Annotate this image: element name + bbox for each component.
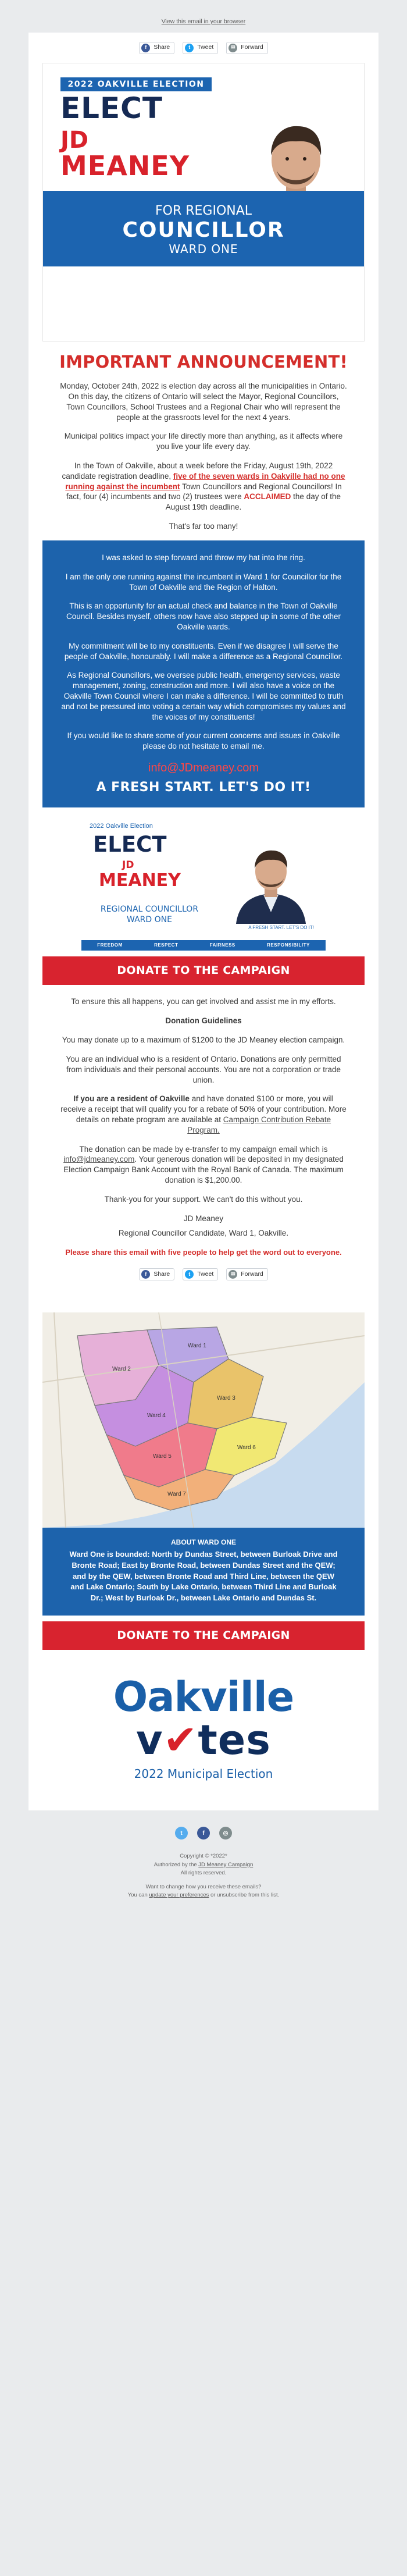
intro-paragraph-2: Municipal politics impact your life directly more than anything, as it affects where you live your life every day.: [64, 432, 343, 451]
twitter-icon[interactable]: t: [175, 1827, 188, 1840]
website-icon[interactable]: ◎: [219, 1827, 232, 1840]
view-in-browser-link[interactable]: View this email in your browser: [161, 18, 246, 25]
mini-campaign-banner: [81, 818, 326, 951]
message-paragraph-5: As Regional Councillors, we oversee public health, emergency services, waste management, zoning, construction and more. I will also have a voice on the Oakville Town Council where I can make a difference. I will be committed to truth and not be pressured into voting a certain way which compromises my values and the voices of my constituents!: [61, 671, 346, 721]
logo-subtitle: 2022 Municipal Election: [134, 1767, 273, 1781]
announcement-headline: IMPORTANT ANNOUNCEMENT!: [59, 351, 348, 372]
oakville-votes-logo: [28, 1650, 379, 1810]
donate-p5-text-b: . Your generous donation will be deposited in my designated Election Campaign Bank Account with the Royal Bank of Canada. The maximum donation is $1,200.00.: [63, 1155, 344, 1185]
signature-name: JD Meaney: [183, 1214, 224, 1223]
candidate-message-box: [42, 540, 365, 808]
hero-banner-line2: COUNCILLOR: [122, 218, 285, 242]
facebook-icon[interactable]: f: [197, 1827, 210, 1840]
donate-paragraph-2: You may donate up to a maximum of $1200 to the JD Meaney election campaign.: [62, 1036, 345, 1045]
forward-icon: ✉: [229, 1270, 237, 1279]
rights: All rights reserved.: [180, 1869, 227, 1876]
intro-copy: [28, 381, 379, 532]
twitter-icon: t: [185, 44, 194, 52]
twitter-icon: t: [185, 1270, 194, 1279]
mini-first-name: JD: [122, 859, 134, 871]
donate-paragraph-5: [60, 1144, 347, 1186]
mini-position: REGIONAL COUNCILLOR: [100, 905, 199, 915]
hero-banner-line1: FOR REGIONAL: [155, 203, 252, 218]
forward-label: Forward: [241, 44, 263, 51]
update-preferences-link[interactable]: update your preferences: [149, 1892, 209, 1899]
value-respect: RESPECT: [154, 942, 178, 948]
campaign-link[interactable]: JD Meaney Campaign: [198, 1861, 254, 1868]
intro-p3-acclaimed: ACCLAIMED: [244, 492, 291, 501]
intro-p3-text-c: Town Councillors and Regional Councillors! In fact, four (4) incumbents and two (2) trustees were: [66, 482, 342, 501]
share-button[interactable]: [139, 42, 174, 54]
message-paragraph-4: My commitment will be to my constituents. Even if we disagree I will serve the people of Oakville, honourably. I will make a difference as a Regional Councillor.: [64, 641, 343, 661]
signature-title: Regional Councillor Candidate, Ward 1, Oakville.: [118, 1229, 289, 1238]
intro-p3-highlight: five of the seven wards in Oakville had no one running against the incumbent: [65, 471, 345, 491]
forward-button[interactable]: [226, 42, 268, 54]
hero-position-banner: [43, 191, 364, 266]
mini-eyebrow: 2022 Oakville Election: [90, 823, 153, 830]
preferences-row: [0, 1891, 407, 1899]
change-prompt: Want to change how you receive these emails?: [145, 1884, 262, 1891]
facebook-icon: f: [141, 1270, 150, 1279]
donation-email-link[interactable]: info@jdmeaney.com: [63, 1155, 135, 1164]
donate-p5-text-a: The donation can be made by e-transfer to my campaign email which is: [79, 1144, 328, 1154]
checkmark-icon: ✔: [163, 1716, 198, 1764]
logo-tes: tes: [198, 1716, 271, 1764]
map-label-ward-6: Ward 6: [237, 1444, 256, 1451]
intro-p3-text-a: In the Town of Oakville, about a week before the Friday, August 19th, 2022 candidate registration deadline,: [62, 461, 333, 481]
share-bar-top: [28, 33, 379, 63]
view-in-browser-row: [0, 0, 407, 33]
email-container: [28, 33, 379, 1811]
intro-paragraph-3: [60, 461, 347, 513]
map-label-ward-1: Ward 1: [188, 1343, 206, 1350]
donate-thanks: Thank-you for your support. We can't do this without you.: [104, 1194, 303, 1204]
tweet-label: Tweet: [197, 1271, 214, 1278]
share-bar-bottom: [28, 1266, 379, 1296]
facebook-icon: f: [141, 44, 150, 52]
intro-paragraph-4: That's far too many!: [169, 522, 238, 531]
fresh-start-slogan: A FRESH START. LET'S DO IT!: [96, 780, 311, 795]
donation-copy: [28, 985, 379, 1257]
intro-p3-text-e: the day of the August 19th deadline.: [165, 492, 341, 512]
donate-p4-text: and have donated $100 or more, you will receive a receipt that will qualify you for a rebate of 50% of your contribution. More details on rebate program are available at: [60, 1094, 347, 1124]
hero-first-name: JD: [60, 126, 89, 154]
footer: [0, 1810, 407, 1923]
message-paragraph-1: I was asked to step forward and throw my hat into the ring.: [102, 553, 305, 562]
donate-paragraph-3: You are an individual who is a resident of Ontario. Donations are only permitted from individuals and their personal accounts. You are not a corporation or trade union.: [66, 1054, 341, 1084]
logo-oakville: Oakville: [113, 1673, 294, 1721]
value-responsibility: RESPONSIBILITY: [267, 942, 310, 948]
share-button-2[interactable]: [139, 1268, 174, 1280]
ward-description-title: ABOUT WARD ONE: [171, 1538, 236, 1547]
map-label-ward-4: Ward 4: [147, 1412, 166, 1419]
ward-map: [42, 1312, 365, 1528]
donate-p4-bold: If you are a resident of Oakville: [73, 1094, 190, 1104]
donate-paragraph-4: [60, 1094, 347, 1135]
message-paragraph-3: This is an opportunity for an actual check and balance in the Town of Oakville Council. Besides myself, others now have also stepped up in some of the other Oakville wards.: [66, 602, 341, 631]
mini-last-name: MEANEY: [99, 870, 181, 891]
tweet-label: Tweet: [197, 44, 214, 51]
forward-label: Forward: [241, 1271, 263, 1278]
donate-button-1[interactable]: DONATE TO THE CAMPAIGN: [42, 956, 365, 985]
tweet-button[interactable]: [183, 42, 218, 54]
contact-email-link[interactable]: info@JDmeaney.com: [148, 762, 259, 775]
preferences-text-a: You can: [127, 1892, 148, 1899]
mini-slogan: A FRESH START. LET'S DO IT!: [248, 925, 314, 931]
hero-banner: [42, 63, 365, 341]
authorized-by: [0, 1861, 407, 1869]
ward-map-graphic: [42, 1312, 365, 1528]
map-label-ward-7: Ward 7: [167, 1491, 186, 1498]
forward-icon: ✉: [229, 44, 237, 52]
mini-ward: WARD ONE: [127, 915, 172, 925]
donate-button-2[interactable]: DONATE TO THE CAMPAIGN: [42, 1621, 365, 1650]
tweet-button-2[interactable]: [183, 1268, 218, 1280]
donation-guidelines-heading: Donation Guidelines: [165, 1016, 242, 1026]
social-links: [0, 1827, 407, 1840]
message-paragraph-6: If you would like to share some of your current concerns and issues in Oakville please do not hesitate to email me.: [67, 731, 340, 751]
authorized-text: Authorized by the: [153, 1861, 197, 1868]
share-label: Share: [153, 44, 170, 51]
hero-elect: ELECT: [60, 91, 163, 125]
values-bar: [81, 940, 326, 951]
hero-eyebrow: 2022 OAKVILLE ELECTION: [60, 77, 212, 91]
ward-description-body: Ward One is bounded: North by Dundas Street, between Burloak Drive and Bronte Road; East by Bronte Road, between Dundas Street and the QEW; and by the QEW, between Bronte Road and Third Line, between the QEW and Lake Ontario; South by Lake Ontario, between Third Line and Burloak Dr.; West by Burloak Dr., between Lake Ontario and Dundas St.: [69, 1549, 338, 1603]
hero-banner-line3: WARD ONE: [169, 241, 238, 256]
map-label-ward-2: Ward 2: [112, 1366, 131, 1373]
ward-description: [42, 1528, 365, 1616]
logo-v: v: [136, 1716, 163, 1764]
donate-intro: To ensure this all happens, you can get involved and assist me in my efforts.: [71, 997, 336, 1006]
value-freedom: FREEDOM: [97, 942, 123, 948]
hero-last-name: MEANEY: [60, 150, 190, 182]
share-request: Please share this email with five people to help get the word out to everyone.: [65, 1248, 342, 1257]
copyright: Copyright © *2022*: [180, 1853, 227, 1860]
intro-paragraph-1: Monday, October 24th, 2022 is election day across all the municipalities in Ontario. On this day, the citizens of Ontario will select the Mayor, Regional Councillors, Town Councillors, School Trustees and a Regional Chair who will represent the people at the grassroots level for the next 4 years.: [60, 382, 347, 422]
share-label: Share: [153, 1271, 170, 1278]
logo-votes: [28, 1716, 379, 1764]
forward-button-2[interactable]: [226, 1268, 268, 1280]
preferences-text-b: or unsubscribe from this list.: [210, 1892, 280, 1899]
map-label-ward-5: Ward 5: [153, 1453, 172, 1460]
mini-elect: ELECT: [93, 832, 167, 858]
message-paragraph-2: I am the only one running against the incumbent in Ward 1 for Councillor for the Town of Oakville and the Region of Halton.: [65, 572, 342, 592]
value-fairness: FAIRNESS: [209, 942, 235, 948]
map-label-ward-3: Ward 3: [217, 1395, 235, 1402]
rebate-program-link[interactable]: Campaign Contribution Rebate Program.: [187, 1115, 331, 1134]
mini-candidate-photo: [230, 837, 312, 924]
